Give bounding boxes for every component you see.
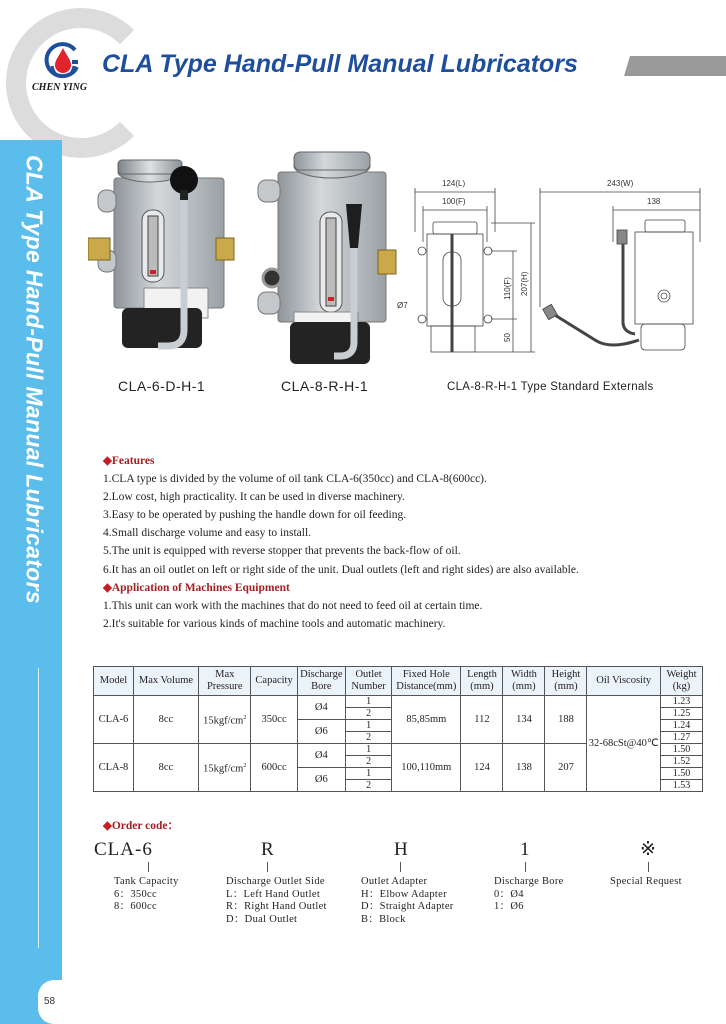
feature-item: 2.Low cost, high practicality. It can be used in diverse machinery. — [103, 491, 405, 504]
diamond-bullet-icon: ◆ — [103, 820, 112, 832]
page-number: 58 — [44, 996, 56, 1007]
cell-model: CLA-6 — [94, 696, 134, 744]
cell-weight: 1.50 — [660, 744, 702, 756]
order-code-option: R：Right Hand Outlet — [226, 901, 327, 912]
feature-item: 6.It has an oil outlet on left or right side of the unit. Dual outlets (left and right sides) are also available. — [103, 563, 579, 576]
order-code-part — [361, 840, 454, 926]
cell-weight: 1.53 — [660, 780, 702, 792]
order-code-value: 1 — [520, 839, 531, 860]
dim-base: 50 — [503, 333, 512, 342]
col-header: Height (mm) — [545, 667, 587, 696]
spec-table — [93, 666, 703, 792]
dim-height: 207(H) — [520, 271, 529, 296]
cell-outlet: 1 — [345, 744, 391, 756]
cell-outlet: 1 — [345, 696, 391, 708]
application-item: 2.It's suitable for various kinds of machine tools and automatic machinery. — [103, 617, 446, 630]
order-code-part — [226, 840, 327, 926]
lubricator-photo-cla8 — [250, 142, 400, 372]
cell-capacity: 350cc — [251, 696, 297, 744]
feature-item: 4.Small discharge volume and easy to install. — [103, 527, 312, 540]
page-title: CLA Type Hand-Pull Manual Lubricators — [102, 50, 578, 78]
feature-item: 3.Easy to be operated by pushing the handle down for oil feeding. — [103, 509, 407, 522]
col-header: Max Pressure — [198, 667, 251, 696]
cell-bore: Ø4 — [297, 696, 345, 720]
order-code-heading: ◆Order code： — [103, 820, 180, 832]
cell-weight: 1.23 — [660, 696, 702, 708]
drawing-caption: CLA-8-R-H-1 Type Standard Externals — [447, 381, 654, 393]
order-code-option: L：Left Hand Outlet — [226, 888, 321, 900]
feature-item: 1.CLA type is divided by the volume of oil tank CLA-6(350cc) and CLA-8(600cc). — [103, 473, 487, 486]
order-code-option: 1：Ø6 — [494, 901, 524, 912]
cell-length: 112 — [461, 696, 503, 744]
order-code-title: Special Request — [610, 876, 682, 887]
dim-length: 124(L) — [442, 179, 466, 188]
order-code-part — [494, 840, 564, 914]
cell-width: 138 — [503, 744, 545, 792]
order-code-title: Outlet Adapter — [361, 876, 428, 887]
order-code-tick — [148, 862, 149, 872]
application-heading: ◆Application of Machines Equipment — [103, 581, 290, 594]
dim-fixed-vertical: 110(F) — [503, 277, 512, 300]
dimension-drawing — [395, 172, 725, 372]
order-code-option: 0：Ø4 — [494, 888, 524, 900]
cell-outlet: 2 — [345, 732, 391, 744]
cell-width: 134 — [503, 696, 545, 744]
cell-max-pressure: $15kgf/cm^2$ — [198, 696, 251, 744]
order-code-title: Discharge Outlet Side — [226, 876, 325, 887]
diamond-bullet-icon: ◆ — [103, 581, 112, 594]
order-code-option: 8：600cc — [114, 901, 157, 912]
cell-weight: 1.50 — [660, 768, 702, 780]
dim-body-width: 138 — [647, 197, 661, 206]
table-header-row — [94, 667, 703, 696]
cell-height: 207 — [545, 744, 587, 792]
cell-height: 188 — [545, 696, 587, 744]
feature-item: 5.The unit is equipped with reverse stopper that prevents the back-flow of oil. — [103, 545, 461, 558]
col-header: Max Volume — [133, 667, 198, 696]
cell-weight: 1.52 — [660, 756, 702, 768]
table-row — [94, 696, 703, 708]
cell-capacity: 600cc — [251, 744, 297, 792]
lubricator-photo-cla6 — [88, 150, 238, 370]
cell-length: 124 — [461, 744, 503, 792]
chen-ying-logo-icon — [42, 40, 84, 82]
cell-weight: 1.25 — [660, 708, 702, 720]
col-header: Discharge Bore — [297, 667, 345, 696]
diamond-bullet-icon: ◆ — [103, 455, 112, 467]
features-section — [103, 452, 703, 633]
dim-hole: Ø7 — [397, 301, 408, 310]
order-code-option: D：Dual Outlet — [226, 913, 298, 925]
side-rule — [38, 668, 39, 948]
vertical-title: CLA Type Hand-Pull Manual Lubricators — [21, 155, 48, 604]
cell-outlet: 1 — [345, 768, 391, 780]
order-code-value: ※ — [640, 839, 657, 860]
cell-outlet: 1 — [345, 720, 391, 732]
cell-bore: Ø4 — [297, 744, 345, 768]
order-code-title: Discharge Bore — [494, 876, 564, 887]
col-header: Outlet Number — [345, 667, 391, 696]
cell-oil-viscosity: 32-68cSt@40℃ — [587, 696, 661, 792]
cell-outlet: 2 — [345, 708, 391, 720]
product-caption: CLA-6-D-H-1 — [118, 378, 206, 394]
order-code-option: 6：350cc — [114, 888, 157, 900]
cell-weight: 1.27 — [660, 732, 702, 744]
col-header: Weight (kg) — [660, 667, 702, 696]
order-code-part — [610, 840, 682, 889]
cell-outlet: 2 — [345, 780, 391, 792]
order-code-part — [94, 840, 179, 914]
order-code-title: Tank Capacity — [114, 876, 179, 887]
col-header: Width (mm) — [503, 667, 545, 696]
product-caption: CLA-8-R-H-1 — [281, 378, 369, 394]
order-code-value: R — [261, 839, 275, 860]
cell-max-volume: 8cc — [133, 744, 198, 792]
order-code-tick — [525, 862, 526, 872]
cell-bore: Ø6 — [297, 768, 345, 792]
order-code-option: D：Straight Adapter — [361, 901, 454, 912]
cell-fixed-hole: 85,85mm — [392, 696, 461, 744]
col-header: Model — [94, 667, 134, 696]
dim-width: 243(W) — [607, 179, 634, 188]
order-code-tick — [400, 862, 401, 872]
cell-outlet: 2 — [345, 756, 391, 768]
order-code-value: CLA-6 — [94, 839, 153, 860]
application-item: 1.This unit can work with the machines that do not need to feed oil at certain time. — [103, 599, 483, 612]
cell-model: CLA-8 — [94, 744, 134, 792]
col-header: Oil Viscosity — [587, 667, 661, 696]
cell-max-pressure: $15kgf/cm^2$ — [198, 744, 251, 792]
col-header: Fixed Hole Distance(mm) — [392, 667, 461, 696]
title-bar-decoration — [624, 56, 726, 76]
order-code-tick — [267, 862, 268, 872]
cell-fixed-hole: 100,110mm — [392, 744, 461, 792]
order-code-option: H：Elbow Adapter — [361, 888, 447, 900]
order-code-value: H — [394, 839, 409, 860]
order-code-tick — [648, 862, 649, 872]
features-heading: ◆Features — [103, 455, 155, 467]
col-header: Length (mm) — [461, 667, 503, 696]
cell-weight: 1.24 — [660, 720, 702, 732]
brand-name: CHEN YING — [32, 82, 88, 93]
order-code-option: B：Block — [361, 913, 406, 925]
dim-fixed: 100(F) — [442, 197, 466, 206]
cell-bore: Ø6 — [297, 720, 345, 744]
col-header: Capacity — [251, 667, 297, 696]
cell-max-volume: 8cc — [133, 696, 198, 744]
